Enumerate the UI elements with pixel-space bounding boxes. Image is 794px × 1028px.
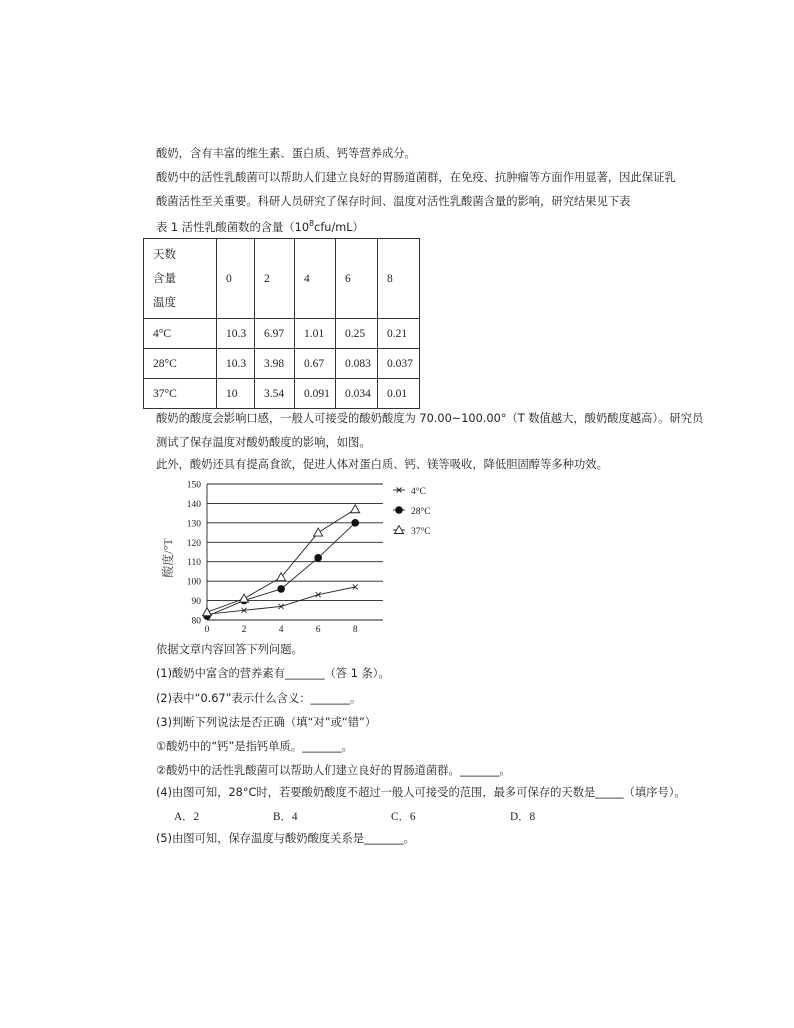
- y-tick-label: 120: [186, 538, 201, 549]
- question-intro: 依据文章内容回答下列问题。: [156, 643, 303, 656]
- intro-paragraph-2-line-1: 酸奶中的活性乳酸菌可以帮助人们建立良好的胃肠道菌群，在免疫、抗肿瘤等方面作用显著，因此保证乳: [156, 171, 676, 184]
- acidity-chart-svg: [155, 476, 455, 636]
- table-temp-cell: 28°C: [144, 349, 217, 379]
- table-value-cell: 0.034: [336, 379, 378, 409]
- y-tick-label: 90: [191, 597, 201, 608]
- table-row: [144, 379, 420, 409]
- table-caption-exponent: 8: [309, 219, 315, 228]
- table-day-header: 0: [217, 239, 255, 319]
- question-3-item-2: ②酸奶中的活性乳酸菌可以帮助人们建立良好的胃肠道菌群。_______。: [156, 764, 511, 777]
- y-tick-label: 100: [186, 577, 201, 588]
- table-value-cell: 0.67: [295, 349, 336, 379]
- table-value-cell: 0.25: [336, 319, 378, 349]
- table-value-cell: 6.97: [255, 319, 295, 349]
- benefits-paragraph: 此外，酸奶还具有提高食欲，促进人体对蛋白质、钙、镁等吸收，降低胆固醇等多种功效。: [156, 458, 608, 471]
- header-days-label: 天数: [153, 248, 176, 261]
- table-day-header: 2: [255, 239, 295, 319]
- table-value-cell: 10.3: [217, 319, 255, 349]
- header-content-label: 含量: [153, 272, 176, 285]
- table-row: [144, 319, 420, 349]
- table-value-cell: 0.21: [378, 319, 420, 349]
- series-line: [207, 523, 355, 616]
- table-caption-unit: cfu/mL）: [314, 220, 364, 234]
- table-value-cell: 10: [217, 379, 255, 409]
- question-2: (2)表中“0.67”表示什么含义：_______。: [156, 692, 362, 705]
- legend-label: 4°C: [411, 487, 426, 497]
- question-4: (4)由图可知，28°C时，若要酸奶酸度不超过一般人可接受的范围，最多可保存的天数是_____（填序号）。: [156, 786, 686, 799]
- question-3-item-1: ①酸奶中的“钙”是指钙单质。_______。: [156, 740, 353, 753]
- acidity-paragraph-line-1: 酸奶的酸度会影响口感，一般人可接受的酸奶酸度为 70.00~100.00°（T 数值越大，酸奶酸度越高）。研究员: [156, 412, 704, 425]
- table-temp-cell: 37°C: [144, 379, 217, 409]
- x-tick-label: 6: [315, 625, 321, 635]
- bacteria-count-table: [143, 238, 420, 409]
- legend-label: 28°C: [411, 507, 431, 517]
- x-tick-label: 4: [278, 625, 284, 635]
- data-point: [240, 594, 249, 602]
- legend-label: 37°C: [411, 527, 431, 537]
- question-4-option-a: A．2: [174, 811, 200, 823]
- question-3: (3)判断下列说法是否正确（填“对”或“错”）: [156, 716, 377, 729]
- intro-paragraph-1: 酸奶，含有丰富的维生素、蛋白质、钙等营养成分。: [156, 147, 416, 160]
- y-tick-label: 80: [191, 616, 201, 627]
- legend-marker: [395, 526, 404, 534]
- data-point: [351, 505, 360, 513]
- table-value-cell: 3.98: [255, 349, 295, 379]
- x-tick-label: 0: [204, 625, 210, 635]
- y-axis-label: 酸度/°T: [161, 538, 175, 578]
- series-line: [207, 509, 355, 612]
- table-value-cell: 3.54: [255, 379, 295, 409]
- x-tick-label: 2: [241, 625, 247, 635]
- table-caption: [156, 217, 364, 235]
- acidity-chart: [155, 476, 455, 636]
- question-4-option-c: C．6: [391, 811, 416, 823]
- table-row: [144, 349, 420, 379]
- table-header-row: [144, 239, 420, 319]
- table-value-cell: 0.083: [336, 349, 378, 379]
- question-1: (1)酸奶中富含的营养素有_______（答 1 条）。: [156, 667, 390, 680]
- table-day-header: 6: [336, 239, 378, 319]
- intro-paragraph-2-line-2: 酸菌活性至关重要。科研人员研究了保存时间、温度对活性乳酸菌含量的影响，研究结果见下表: [156, 195, 631, 208]
- table-value-cell: 0.01: [378, 379, 420, 409]
- table-header-cell: [144, 239, 217, 319]
- y-tick-label: 130: [186, 519, 201, 530]
- table-caption-prefix: 表 1 活性乳酸菌数的含量（10: [156, 220, 310, 234]
- question-4-option-b: B．4: [273, 811, 298, 823]
- table-value-cell: 10.3: [217, 349, 255, 379]
- data-point: [351, 519, 359, 527]
- table-value-cell: 0.091: [295, 379, 336, 409]
- data-point: [314, 554, 322, 562]
- table-value-cell: 1.01: [295, 319, 336, 349]
- table-temp-cell: 4°C: [144, 319, 217, 349]
- x-tick-label: 8: [352, 625, 358, 635]
- acidity-paragraph-line-2: 测试了保存温度对酸奶酸度的影响，如图。: [156, 436, 371, 449]
- header-temp-label: 温度: [153, 296, 176, 309]
- table-value-cell: 0.037: [378, 349, 420, 379]
- table-day-header: 8: [378, 239, 420, 319]
- question-5: (5)由图可知，保存温度与酸奶酸度关系是_______。: [156, 832, 415, 845]
- question-4-option-d: D．8: [510, 811, 536, 823]
- data-point: [314, 528, 323, 536]
- legend-marker: [395, 506, 403, 514]
- y-tick-label: 150: [186, 480, 201, 491]
- y-tick-label: 110: [187, 558, 201, 569]
- y-tick-label: 140: [186, 499, 201, 510]
- data-point: [203, 608, 212, 616]
- data-point: [277, 585, 285, 593]
- table-day-header: 4: [295, 239, 336, 319]
